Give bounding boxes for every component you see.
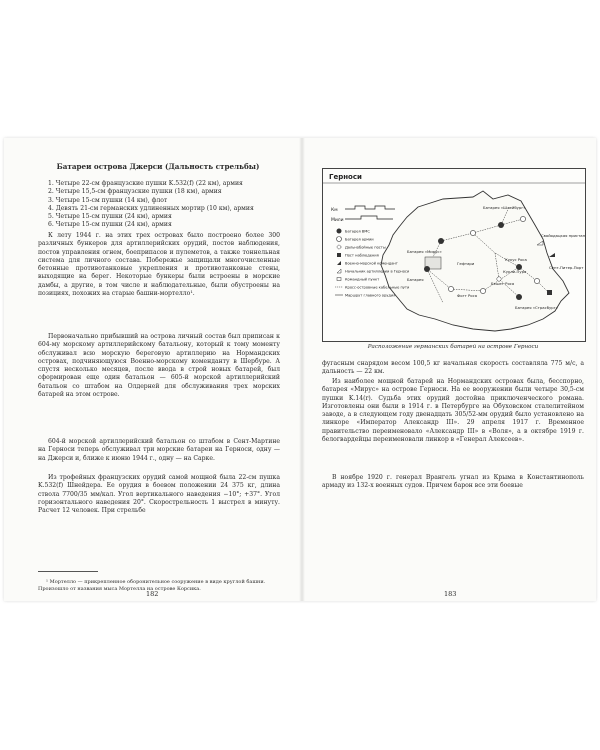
list-item: 4. Девять 21-см германских удлиненных мортир (10 км), армия — [48, 204, 254, 212]
map-label: Батарея — [407, 277, 424, 282]
map-label: Бешет Роса — [491, 281, 515, 286]
figure-caption: Расположение германских батарей на острове Герноси — [367, 344, 539, 350]
battery-marker — [424, 266, 430, 272]
battery-marker — [480, 288, 485, 293]
observation-post-marker — [547, 290, 552, 295]
commandant-flag-icon — [549, 253, 555, 257]
map-label: Батарея «Страсбург» — [515, 305, 559, 310]
left-page — [4, 138, 300, 601]
scale-miles-label: Мили — [331, 218, 344, 223]
observation-symbol — [337, 253, 341, 257]
map-title: Герноси — [329, 173, 362, 181]
legend-item: Пост наблюдения — [345, 253, 379, 258]
paragraph: фугасным снарядом весом 100,5 кг начальная скорость составляла 775 м/с, а дальность — 22 км. — [322, 360, 584, 376]
list-item: 2. Четыре 15,5-см французские пушки (18 км), армия — [48, 188, 222, 196]
paragraph: Из трофейных французских орудий самой мощной была 22-см пушка K.532(f) Шнейдера. Ее орудия в боевом положении 24 375 кг, длина ствола 7700/35 мм/кал. Угол вертикального наведения −10°; +37°. Угол горизонтального наведения 20°. Скорострельность 1 выстрел в минуту. Расчет 12 человек. При стрельбе — [38, 474, 280, 515]
battery-marker — [470, 230, 475, 235]
legend-item: Кросс-островные кабельные пути — [345, 285, 410, 290]
right-page — [304, 138, 596, 601]
legend-item: Командный пункт — [345, 277, 380, 282]
paragraph: Из наиболее мощной батарей на Нормандских островах была, бесспорно, батарея «Мирус» на острове Герноси. На ее вооружении были четыре 30,5-см пушки K.14(r). Судьба этих орудий достойна приключенческого романа. Изготовлены они были в 1914 г. в Петербурге на Обуховском сталелитейном заводе, а в следующем году двенадцать 305/52-мм орудий было установлено на линкоре «Император Александр III». 29 апреля 1917 г. Временное правительство переименовало «Александр III» в «Воля», а в октябре 1919 г. белогвардейцы переименовали линкор в «Генерал Алексеев». — [322, 378, 584, 444]
footnote-rule — [38, 571, 98, 572]
map-label: Кукус Роса — [505, 257, 527, 262]
legend-item: Батарея армии — [345, 237, 374, 242]
paragraph: 604-й морской артиллерийский батальон со штабом в Сент-Мартине на Герноси теперь обслуживал три морские батареи на Герноси, одну — на Джерси и, ближе к июню 1944 г., одну — на Сарке. — [38, 438, 280, 462]
list-item: 6. Четыре 15-см пушки (24 км), армия — [48, 221, 172, 229]
post-symbol — [337, 245, 341, 249]
page-number: 182 — [146, 590, 159, 598]
navy-battery-symbol — [337, 229, 342, 234]
legend-item: Дальнобойные посты — [345, 245, 386, 250]
map-label: Свойодацкая пристань — [541, 233, 585, 238]
paragraph: К лету 1944 г. на этих трех островах было построено более 300 различных бункеров для артиллерийских орудий, постов наблюдения, постов управления огнем, боеприпасов и пулеметов, а также тоннельная система для личного состава. Побережье защищали многочисленные бетонные противотанковые укрепления и противотанковые стены, выходящие на берег. Некоторые бункеры были встроены в морские дамбы, а другие, в том числе и наблюдательные, были обустроены на позициях, похожих на старые башни-мортелло¹. — [38, 232, 280, 298]
footnote: ¹ Мортелло — прикрепленное оборонительное сооружение в виде круглой башни. Произошло от названия мыса Мортелла на острове Корсика. — [38, 579, 266, 592]
list-item: 5. Четыре 15-см пушки (24 км), армия — [48, 213, 172, 221]
map-label: Кукли-Пуре — [503, 269, 527, 274]
army-battery-symbol — [337, 237, 342, 242]
legend-item: Начальник артиллерии в Герноси — [345, 269, 410, 274]
commandant-flag-icon — [337, 261, 341, 265]
map-label: Гефтари — [457, 261, 475, 266]
command-post-symbol — [337, 278, 341, 281]
battery-marker — [448, 286, 453, 291]
battery-marker — [520, 216, 525, 221]
legend-item: Батарея ВМС — [345, 229, 370, 234]
legend-item: Военно-морской комендант — [345, 261, 398, 266]
scale-km-label: Км — [331, 208, 338, 213]
legend-item: Маршрут главного орудия — [345, 293, 396, 298]
map-label: Батарея «Шлейбург» — [483, 205, 526, 210]
section-heading: Батареи острова Джерси (Дальность стрельбы) — [56, 162, 260, 171]
map-label: Батарея «Мирус» — [407, 249, 442, 254]
battery-marker — [438, 238, 444, 244]
book-spread — [4, 138, 596, 601]
battery-marker — [516, 294, 522, 300]
island-outline — [381, 191, 569, 331]
list-item: 3. Четыре 15-см пушки (14 км), флот — [48, 196, 168, 204]
battery-marker — [534, 278, 539, 283]
page-number: 183 — [444, 590, 457, 598]
battery-list — [48, 180, 278, 230]
map-label: Сент-Питер-Порт — [549, 265, 584, 270]
artillery-chief-flag-icon — [337, 269, 341, 273]
map-figure — [322, 168, 586, 342]
guernsey-map — [323, 169, 585, 341]
paragraph: В ноябре 1920 г. генерал Врангель угнал из Крыма в Константинополь армаду из 132-х военных судов. Причем барон все эти боевые — [322, 474, 584, 490]
list-item: 1. Четыре 22-см французские пушки K.532(f) (22 км), армия — [48, 180, 243, 187]
paragraph: Первоначально прибывший на острова личный состав был приписан к 604-му морскому артиллерийскому батальону, который к тому моменту обслуживал всю морскую береговую артиллерию на Нормандских островах, подчиняющуюся Военно-морскому коменданту в Шербуре. А спустя несколько месяцев, после ввода в строй новых батарей, был сформирован еще один батальон — 605-й морской артиллерийский батальон со штабом на Олдерней для обслуживания трех морских батарей на этом острове. — [38, 333, 280, 399]
map-label: Фогт Роса — [457, 293, 478, 298]
scale-bar — [345, 206, 395, 219]
battery-marker — [498, 222, 504, 228]
